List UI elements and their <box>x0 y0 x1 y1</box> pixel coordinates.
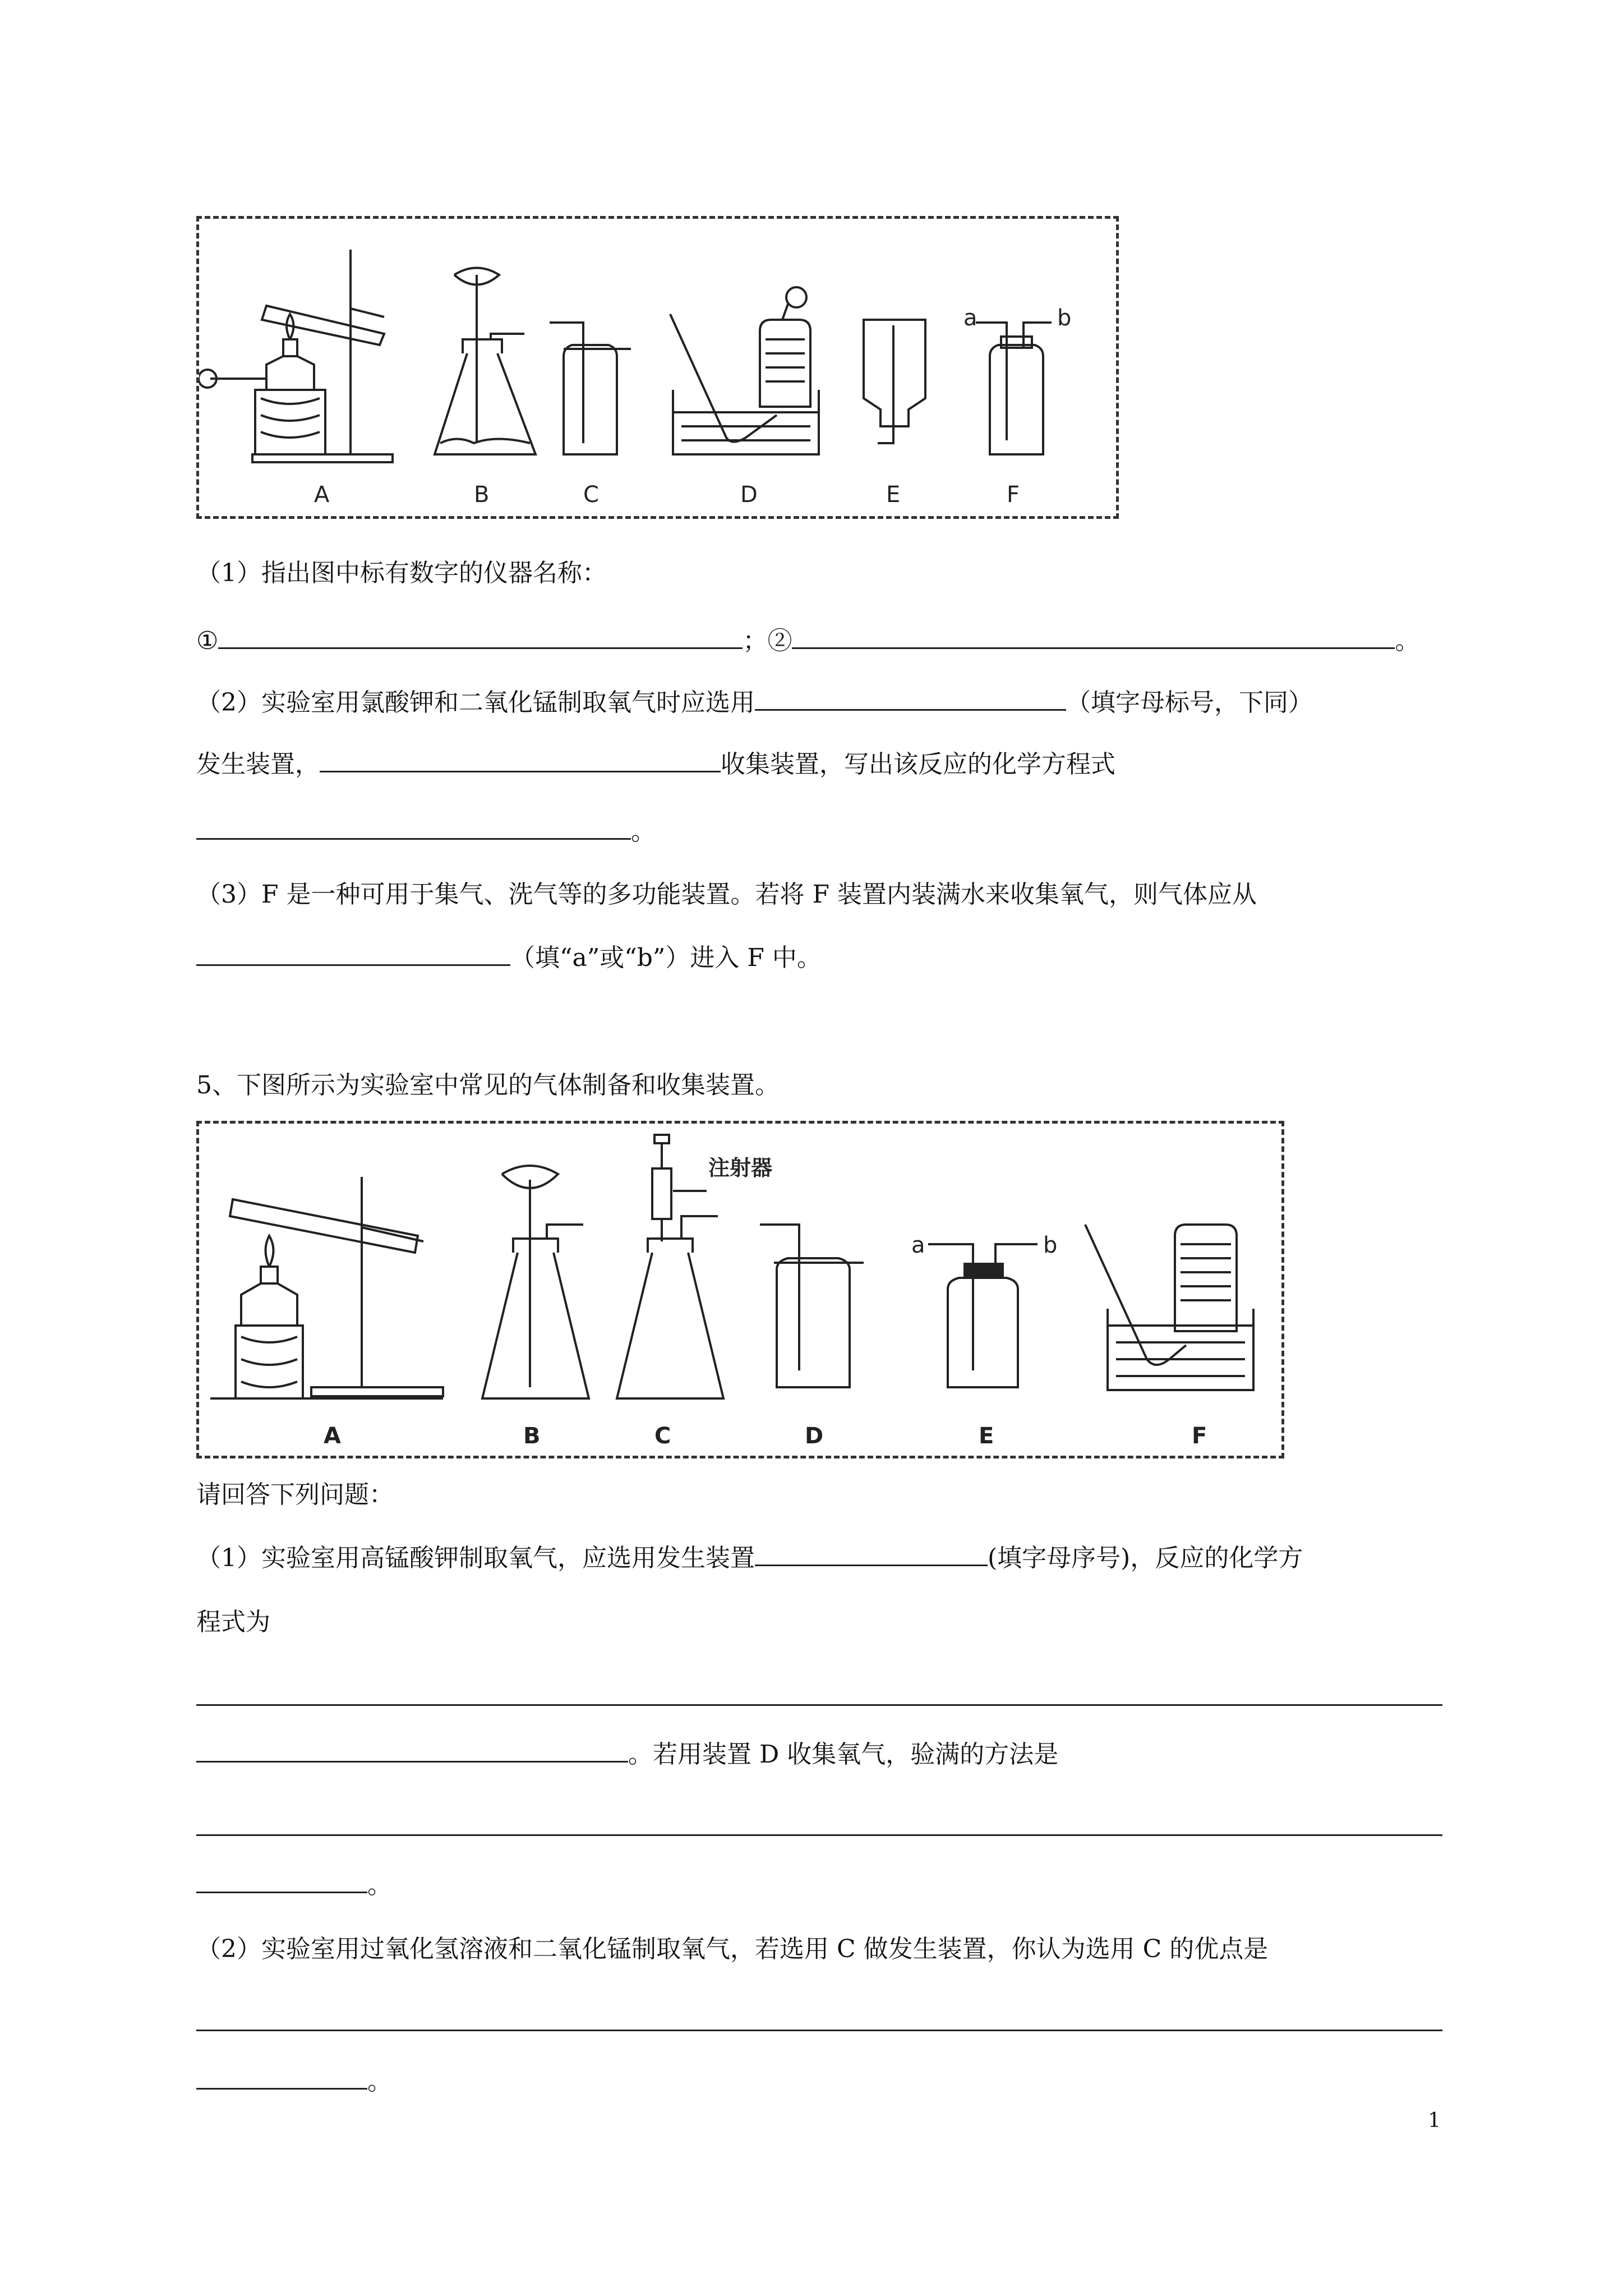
fig1-label-B: B <box>474 482 490 508</box>
q5-advantage-rule-1[interactable] <box>196 2030 1442 2031</box>
fig2-port-b: b <box>1043 1232 1058 1258</box>
q5-sub1-text-d: 。若用装置 D 收集氧气，验满的方法是 <box>628 1740 1059 1769</box>
q5-prompt: 请回答下列问题： <box>196 1480 394 1509</box>
q4-answer-blank-2[interactable] <box>792 623 1395 649</box>
fig1-label-E: E <box>886 482 901 508</box>
q5-sub1-text-a: （1）实验室用高锰酸钾制取氧气，应选用发生装置 <box>196 1544 755 1572</box>
fig2-port-a: a <box>911 1232 925 1258</box>
q5-sub1-text-b: (填字母序号)，反应的化学方 <box>988 1544 1303 1572</box>
q5-sub2-end: 。 <box>367 2067 392 2096</box>
figure-1-apparatus <box>196 216 1119 519</box>
q4-sub2-text-b: （填字母标号，下同） <box>1066 688 1313 717</box>
q5-advantage-blank-2[interactable] <box>196 2063 367 2090</box>
fig2-label-C: C <box>654 1423 671 1449</box>
apparatus-B-flask <box>482 1166 589 1398</box>
q4-sub3-line-2 <box>196 940 822 975</box>
fig2-label-A: A <box>324 1423 341 1449</box>
apparatus-F-bottle <box>976 323 1052 454</box>
fig2-label-F: F <box>1192 1423 1207 1449</box>
apparatus-A-heating-setup <box>199 250 393 462</box>
fig1-label-C: C <box>583 482 599 508</box>
q4-sub2-text-c: 发生装置， <box>196 750 320 779</box>
q4-generator-blank[interactable] <box>755 684 1066 711</box>
q4-sub1-prompt: （1）指出图中标有数字的仪器名称： <box>196 559 607 587</box>
apparatus-E-inverted-jar <box>864 320 925 443</box>
q5-verify-blank-2[interactable] <box>196 1867 367 1893</box>
q4-equation-blank[interactable] <box>196 813 631 840</box>
q5-sub2-line-2 <box>196 2063 392 2099</box>
fig1-label-D: D <box>740 482 758 508</box>
q5-title: 5、下图所示为实验室中常见的气体制备和收集装置。 <box>196 1071 780 1099</box>
figure-2-apparatus <box>196 1121 1284 1458</box>
apparatus-E-bottle <box>928 1244 1038 1387</box>
apparatus-B-flask <box>435 268 536 455</box>
q4-marker-2: ② <box>767 627 792 655</box>
apparatus-A-heating-setup <box>210 1177 443 1398</box>
q5-sub2-line-1: （2）实验室用过氧化氢溶液和二氧化锰制取氧气，若选用 C 做发生装置，你认为选用 C 的优点是 <box>196 1935 1269 1963</box>
apparatus-C-flask-syringe <box>617 1135 723 1398</box>
q4-sub2-end: 。 <box>631 817 656 846</box>
fig2-label-B: B <box>523 1423 541 1449</box>
q4-sub1-answer-line <box>196 623 1419 658</box>
q4-sub3-line-1: （3）F 是一种可用于集气、洗气等的多功能装置。若将 F 装置内装满水来收集氧气，则气体应从 <box>196 880 1257 909</box>
apparatus-D-water-trough <box>670 287 819 454</box>
marker-2-circle <box>786 287 806 307</box>
q5-equation-blank-2[interactable] <box>196 1736 628 1763</box>
q5-generator-blank[interactable] <box>755 1540 988 1566</box>
apparatus-C-gas-jar <box>550 323 631 454</box>
q4-sub2-text-d: 收集装置，写出该反应的化学方程式 <box>721 750 1115 779</box>
q4-port-blank[interactable] <box>196 940 510 966</box>
q5-verify-rule-1[interactable] <box>196 1834 1442 1836</box>
q4-separator: ； <box>743 627 768 655</box>
fig1-port-b: b <box>1057 305 1072 331</box>
q4-line-end: 。 <box>1395 627 1420 655</box>
apparatus-F-water-trough <box>1085 1225 1253 1390</box>
q5-sub1-line-3 <box>196 1736 1058 1772</box>
apparatus-D-gas-jar <box>760 1225 864 1387</box>
q5-sub1-line-1 <box>196 1540 1303 1575</box>
q4-sub2-text-a: （2）实验室用氯酸钾和二氧化锰制取氧气时应选用 <box>196 688 755 717</box>
q5-sub1-end: 。 <box>367 1871 392 1899</box>
fig2-label-E: E <box>979 1423 994 1449</box>
figure-1-drawing <box>199 219 1122 522</box>
q4-marker-1: ① <box>196 627 219 655</box>
fig2-label-D: D <box>805 1423 824 1449</box>
fig1-label-A: A <box>314 482 330 508</box>
page-number: 1 <box>1428 2109 1441 2132</box>
figure-2-drawing <box>199 1124 1287 1461</box>
q5-equation-rule-1[interactable] <box>196 1704 1442 1706</box>
q4-sub3-text-b: （填“a”或“b”）进入 F 中。 <box>510 944 822 972</box>
fig1-label-F: F <box>1007 482 1020 508</box>
q5-sub1-line-2: 程式为 <box>196 1608 270 1636</box>
q5-sub1-line-4 <box>196 1867 392 1902</box>
q4-sub2-line-2 <box>196 746 1115 781</box>
q4-collector-blank[interactable] <box>320 746 721 772</box>
fig1-port-a: a <box>963 305 978 331</box>
q4-sub2-line-1 <box>196 684 1313 720</box>
q4-sub2-line-3 <box>196 813 656 849</box>
syringe-label: 注射器 <box>708 1156 773 1180</box>
q4-answer-blank-1[interactable] <box>218 623 743 649</box>
